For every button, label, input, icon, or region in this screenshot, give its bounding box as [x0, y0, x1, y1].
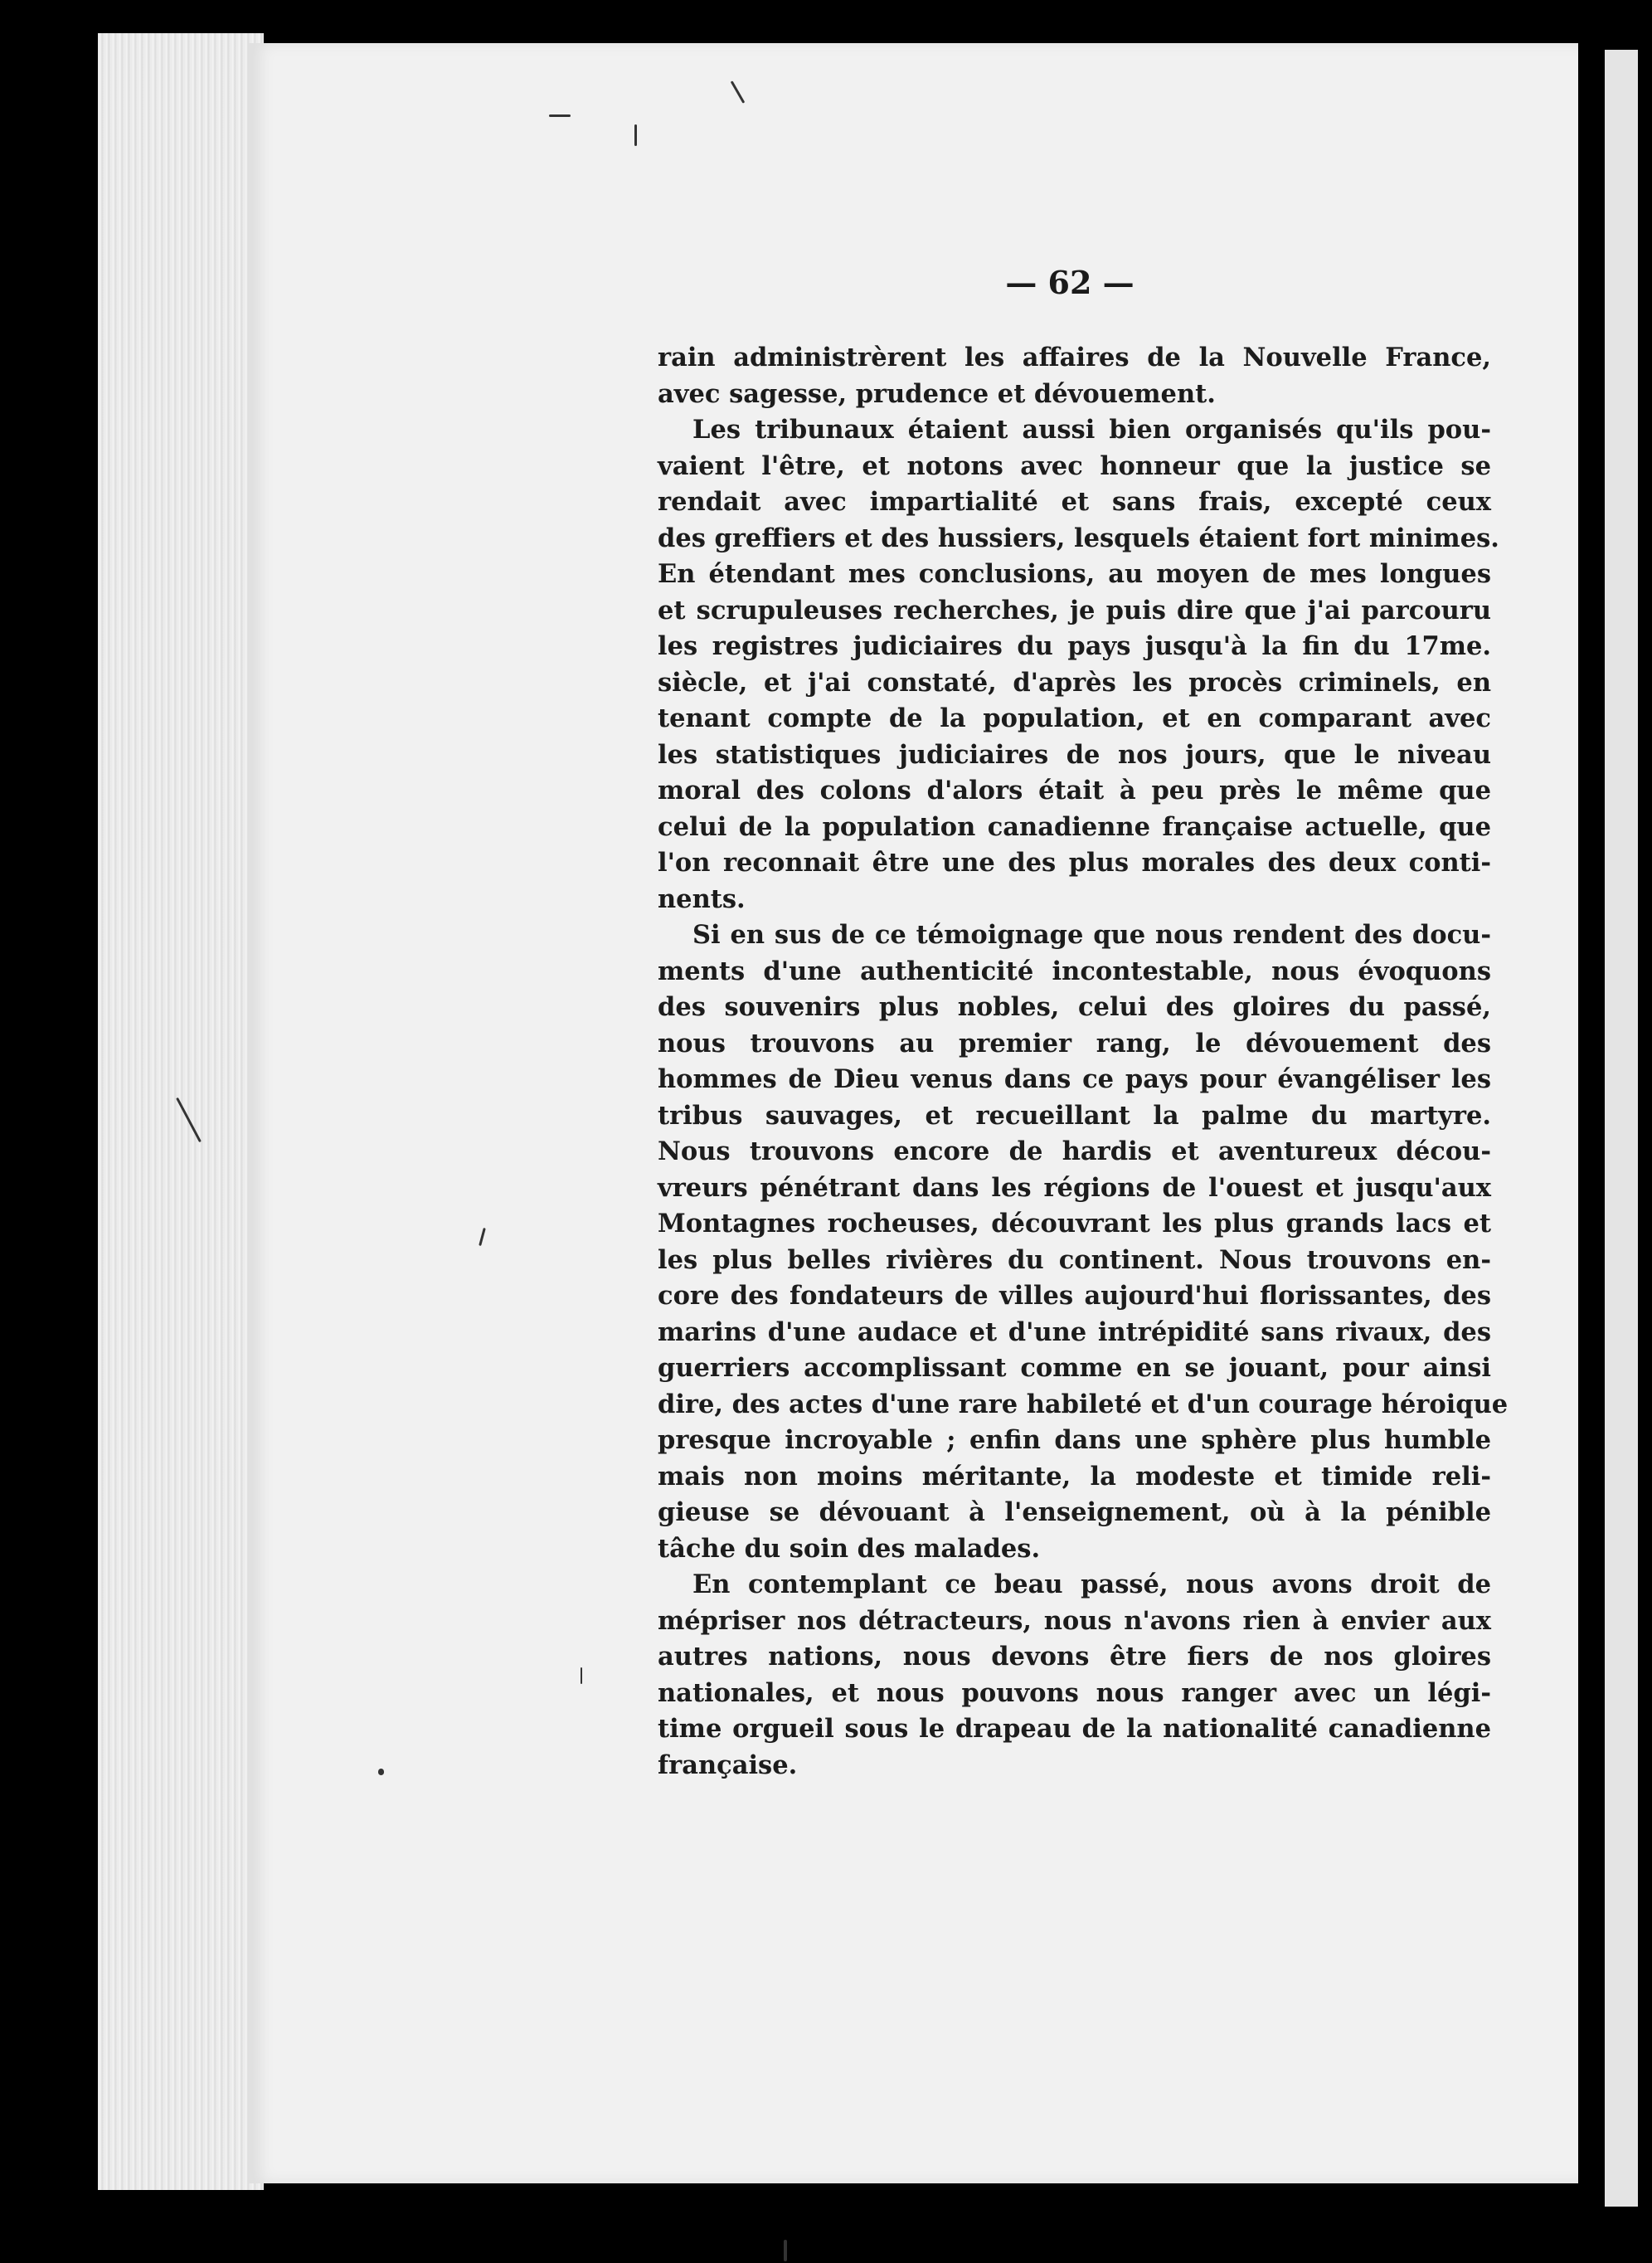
text-line: autres nations, nous devons être fiers de nos gloires	[658, 1642, 1491, 1672]
text-line: tâche du soin des malades.	[658, 1533, 1041, 1564]
scan-speck	[581, 1667, 582, 1684]
text-line: des greffiers et des hussiers, lesquels étaient fort minimes.	[658, 523, 1499, 553]
text-line: française.	[658, 1750, 798, 1780]
text-line: Si en sus de ce témoignage que nous rendent des docu-	[692, 920, 1491, 950]
text-line: ments d'une authenticité incontestable, nous évoquons	[658, 956, 1491, 986]
scan-speck	[549, 114, 571, 117]
text-line: vaient l'être, et notons avec honneur que la justice se	[658, 450, 1491, 481]
text-line: En étendant mes conclusions, au moyen de mes longues	[658, 559, 1491, 589]
text-line: marins d'une audace et d'une intrépidité sans rivaux, des	[658, 1316, 1491, 1347]
text-line: rendait avec impartialité et sans frais, excepté ceux	[658, 487, 1491, 517]
text-line: Les tribunaux étaient aussi bien organisés qu'ils pou-	[692, 415, 1491, 445]
text-line: Nous trouvons encore de hardis et aventureux décou-	[658, 1136, 1491, 1166]
scan-speck	[784, 2240, 787, 2261]
page-edges	[98, 33, 264, 2190]
text-line: nents.	[658, 883, 746, 914]
text-line: avec sagesse, prudence et dévouement.	[658, 378, 1216, 409]
body-text	[658, 340, 1509, 1784]
scan-speck	[378, 1769, 384, 1775]
text-line: des souvenirs plus nobles, celui des gloires du passé,	[658, 992, 1491, 1022]
text-line: rain administrèrent les affaires de la Nouvelle France,	[658, 343, 1491, 372]
text-line: et scrupuleuses recherches, je puis dire que j'ai parcouru	[658, 595, 1491, 625]
text-line: En contemplant ce beau passé, nous avons droit de	[692, 1570, 1491, 1599]
text-line: tenant compte de la population, et en comparant avec	[658, 703, 1491, 733]
text-line: nous trouvons au premier rang, le dévouement des	[658, 1028, 1491, 1058]
text-line: gieuse se dévouant à l'enseignement, où à la pénible	[658, 1497, 1491, 1527]
text-line: les plus belles rivières du continent. Nous trouvons en-	[658, 1244, 1491, 1275]
text-line: dire, des actes d'une rare habileté et d'un courage héroique	[658, 1389, 1509, 1419]
text-line: Montagnes rocheuses, découvrant les plus grands lacs et	[658, 1209, 1491, 1239]
text-line: tribus sauvages, et recueillant la palme du martyre.	[658, 1100, 1491, 1131]
text-line: nationales, et nous pouvons nous ranger avec un légi-	[658, 1677, 1491, 1708]
page-number: — 62 —	[1005, 264, 1135, 301]
text-line: siècle, et j'ai constaté, d'après les procès criminels, en	[658, 667, 1491, 698]
scan-speck	[634, 124, 637, 146]
text-line: celui de la population canadienne française actuelle, que	[658, 811, 1491, 842]
text-line: hommes de Dieu venus dans ce pays pour évangéliser les	[658, 1064, 1491, 1094]
text-line: les registres judiciaires du pays jusqu'à la fin du 17me.	[658, 631, 1491, 661]
text-line: mais non moins méritante, la modeste et timide reli-	[658, 1461, 1491, 1492]
text-line: core des fondateurs de villes aujourd'hui florissantes, des	[658, 1281, 1491, 1311]
text-line: vreurs pénétrant dans les régions de l'ouest et jusqu'aux	[658, 1172, 1491, 1203]
next-page-edge	[1605, 50, 1638, 2207]
text-line: moral des colons d'alors était à peu près le même que	[658, 776, 1491, 805]
text-line: guerriers accomplissant comme en se jouant, pour ainsi	[658, 1353, 1491, 1383]
text-line: presque incroyable ; enfin dans une sphère plus humble	[658, 1425, 1491, 1455]
text-line: time orgueil sous le drapeau de la nationalité canadienne	[658, 1714, 1491, 1744]
text-line: les statistiques judiciaires de nos jours, que le niveau	[658, 739, 1491, 770]
text-line: l'on reconnait être une des plus morales des deux conti-	[658, 848, 1491, 878]
text-line: mépriser nos détracteurs, nous n'avons rien à envier aux	[658, 1605, 1491, 1636]
